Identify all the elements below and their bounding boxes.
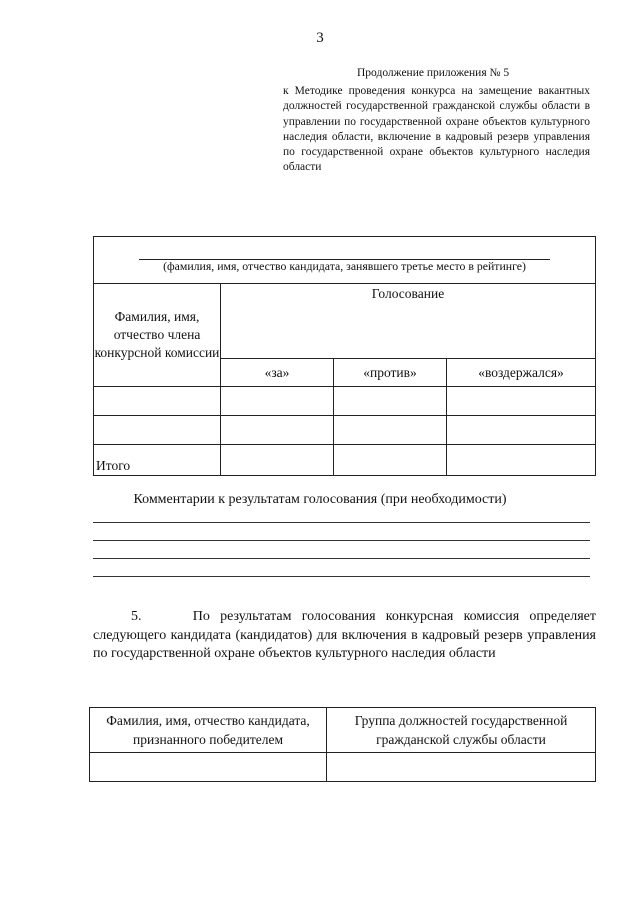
option-for: «за»	[221, 359, 334, 387]
comment-line[interactable]	[93, 558, 590, 559]
winner-header-row	[90, 708, 596, 753]
table-row	[90, 753, 596, 782]
member-name-cell[interactable]	[94, 416, 221, 445]
total-row	[94, 445, 596, 476]
total-against-cell[interactable]	[334, 445, 447, 476]
vote-abstain-cell[interactable]	[447, 387, 596, 416]
winner-table	[89, 707, 596, 782]
voting-header-row	[94, 284, 596, 359]
candidate-row	[94, 237, 596, 284]
vote-for-cell[interactable]	[221, 387, 334, 416]
appendix-continuation-text: к Методике проведения конкурса на замещение вакантных должностей государственной гражданской службы области в управлении по государственной охране объектов культурного наследия области, включение в кадровый резерв управления по государственной охране объектов культурного наследия области	[283, 85, 590, 174]
table-row	[94, 387, 596, 416]
vote-for-cell[interactable]	[221, 416, 334, 445]
winner-name-cell[interactable]	[90, 753, 327, 782]
member-name-header: Фамилия, имя, отчество члена конкурсной комиссии	[94, 284, 221, 387]
paragraph-number: 5.	[131, 609, 142, 624]
winner-name-header: Фамилия, имя, отчество кандидата, признанного победителем	[90, 708, 327, 753]
vote-abstain-cell[interactable]	[447, 416, 596, 445]
comment-line[interactable]	[93, 540, 590, 541]
vote-against-cell[interactable]	[334, 387, 447, 416]
appendix-continuation-title: Продолжение приложения № 5	[357, 67, 510, 79]
candidate-caption: (фамилия, имя, отчество кандидата, занявшего третье место в рейтинге)	[163, 259, 526, 273]
total-label: Итого	[94, 445, 221, 476]
comment-line[interactable]	[93, 522, 590, 523]
voting-header: Голосование	[221, 284, 596, 359]
paragraph-text: По результатам голосования конкурсная комиссия определяет следующего кандидата (кандидатов) для включения в кадровый резерв управления по государственной охране объектов культурного наследия области	[93, 609, 596, 661]
position-group-cell[interactable]	[327, 753, 596, 782]
paragraph-5	[93, 608, 596, 664]
table-row	[94, 416, 596, 445]
total-abstain-cell[interactable]	[447, 445, 596, 476]
option-abstain: «воздержался»	[447, 359, 596, 387]
position-group-header: Группа должностей государственной гражданской службы области	[327, 708, 596, 753]
comment-line[interactable]	[93, 576, 590, 577]
option-against: «против»	[334, 359, 447, 387]
member-name-cell[interactable]	[94, 387, 221, 416]
page-number: 3	[316, 30, 324, 46]
total-for-cell[interactable]	[221, 445, 334, 476]
comments-label: Комментарии к результатам голосования (при необходимости)	[133, 492, 507, 507]
voting-table	[93, 236, 596, 476]
vote-against-cell[interactable]	[334, 416, 447, 445]
candidate-name-cell[interactable]	[94, 237, 596, 284]
